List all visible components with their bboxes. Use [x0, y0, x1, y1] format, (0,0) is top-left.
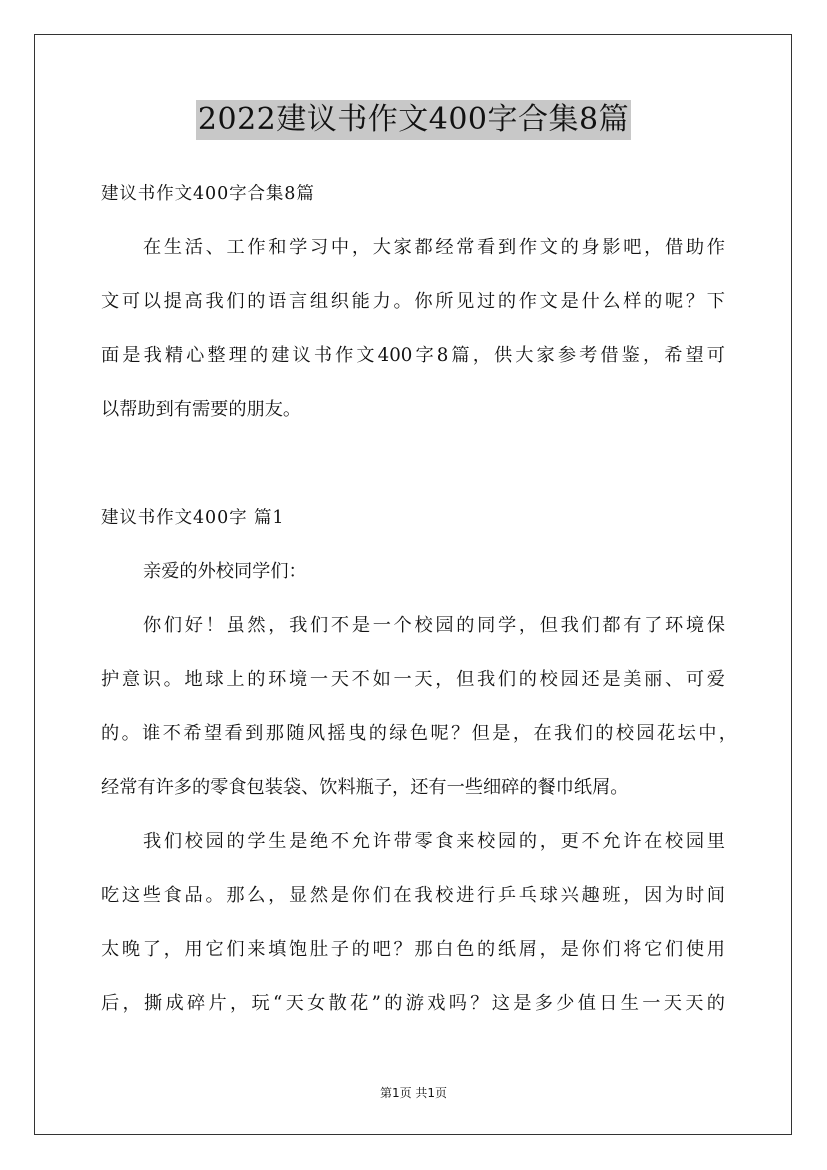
section-heading: 建议书作文400字 篇1 [101, 508, 285, 528]
document-title: 2022建议书作文400字合集8篇 [196, 100, 631, 140]
intro-line: 在生活、工作和学习中，大家都经常看到作文的身影吧，借助作 [143, 237, 725, 258]
page-number-label: 第1页 共1页 [379, 1086, 448, 1100]
paragraph-line: 护意识。地球上的环境一天不如一天，但我们的校园还是美丽、可爱 [101, 669, 725, 690]
intro-line: 以帮助到有需要的朋友。 [101, 399, 302, 420]
page-footer [0, 1085, 827, 1101]
intro-line: 面是我精心整理的建议书作文400字8篇，供大家参考借鉴，希望可 [101, 345, 725, 366]
paragraph-line: 我们校园的学生是绝不允许带零食来校园的，更不允许在校园里 [143, 831, 725, 852]
paragraph-line: 的。谁不希望看到那随风摇曳的绿色呢？但是，在我们的校园花坛中， [101, 723, 737, 744]
paragraph-line: 太晚了，用它们来填饱肚子的吧？那白色的纸屑，是你们将它们使用 [101, 939, 725, 960]
salutation: 亲爱的外校同学们： [143, 561, 307, 582]
paragraph-line: 经常有许多的零食包装袋、饮料瓶子，还有一些细碎的餐巾纸屑。 [101, 777, 629, 798]
paragraph-line: 后，撕成碎片，玩“天女散花”的游戏吗？这是多少值日生一天天的 [101, 993, 725, 1014]
paragraph-line: 吃这些食品。那么，显然是你们在我校进行乒乓球兴趣班，因为时间 [101, 885, 725, 906]
title-container [0, 100, 827, 140]
paragraph-line: 你们好！虽然，我们不是一个校园的同学，但我们都有了环境保 [143, 615, 725, 636]
document-subtitle: 建议书作文400字合集8篇 [101, 184, 315, 204]
intro-line: 文可以提高我们的语言组织能力。你所见过的作文是什么样的呢？下 [101, 291, 725, 312]
